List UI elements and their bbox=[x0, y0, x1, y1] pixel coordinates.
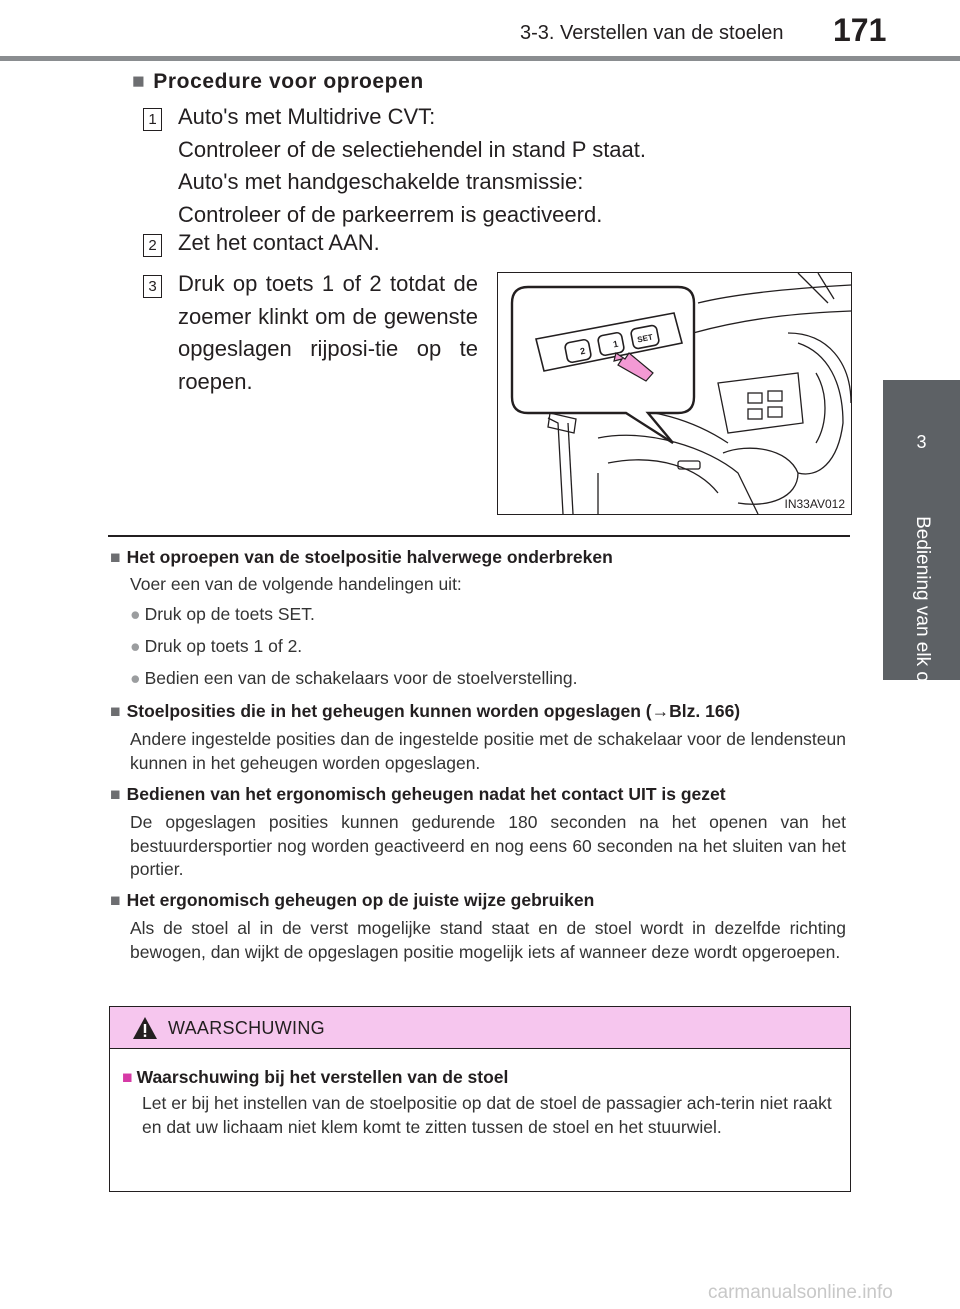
note-3-text: De opgeslagen posities kunnen gedurende 180 seconden na het openen van het bestuurdersportier nog worden geactiveerd en nog eens 60 seconden na het sluiten van het portier. bbox=[130, 812, 846, 879]
step-1-line: Auto's met handgeschakelde transmissie: bbox=[178, 169, 584, 194]
note-2-text: Andere ingestelde posities dan de ingestelde positie met de schakelaar voor de lendensteun kunnen in het geheugen worden opgeslagen. bbox=[130, 729, 846, 773]
button-label-2: 2 bbox=[579, 345, 587, 357]
square-bullet-icon: ■ bbox=[132, 70, 146, 93]
door-panel-drawing bbox=[498, 273, 851, 514]
chapter-number: 3 bbox=[916, 432, 927, 452]
warning-header bbox=[110, 1007, 850, 1049]
step-2-text: Zet het contact AAN. bbox=[178, 230, 380, 255]
illustration-code: IN33AV012 bbox=[784, 497, 845, 511]
note-4-heading: ■ Het ergonomisch geheugen op de juiste wijze gebruiken bbox=[110, 890, 595, 910]
warning-triangle-icon bbox=[132, 1015, 158, 1041]
button-label-set: SET bbox=[636, 332, 654, 345]
note-1-heading: ■ Het oproepen van de stoelpositie halverwege onderbreken bbox=[110, 547, 613, 567]
note-3-heading: ■ Bedienen van het ergonomisch geheugen nadat het contact UIT is gezet bbox=[110, 784, 726, 804]
chapter-label-wrap bbox=[883, 486, 960, 786]
step-number-3: 3 bbox=[143, 275, 162, 298]
step-3-text: Druk op toets 1 of 2 totdat de zoemer klinkt om de gewenste opgeslagen rijposi-tie op te roepen. bbox=[178, 271, 478, 394]
warning-heading: ■ Waarschuwing bij het verstellen van de stoel bbox=[122, 1067, 509, 1087]
section-divider bbox=[108, 535, 850, 537]
note-1-bullet: ● Druk op toets 1 of 2. bbox=[130, 636, 303, 656]
circle-bullet-icon: ● bbox=[130, 668, 141, 688]
step-1-text bbox=[178, 101, 646, 231]
section-title: 3-3. Verstellen van de stoelen bbox=[520, 22, 784, 44]
chapter-label: Bediening van elk onderdeel bbox=[911, 516, 933, 756]
note-1-text: Voer een van de volgende handelingen uit: bbox=[130, 574, 462, 594]
warning-title: WAARSCHUWING bbox=[168, 1018, 325, 1038]
square-bullet-icon: ■ bbox=[110, 701, 121, 721]
button-label-1: 1 bbox=[612, 338, 620, 350]
square-bullet-icon: ■ bbox=[110, 890, 121, 910]
step-1-line: Controleer of de parkeerrem is geactiveerd. bbox=[178, 201, 603, 227]
procedure-heading: ■ Procedure voor oproepen bbox=[132, 70, 424, 93]
step-1-line: Auto's met Multidrive CVT: bbox=[178, 104, 436, 129]
page-number: 171 bbox=[833, 12, 887, 48]
note-2-heading: ■ Stoelposities die in het geheugen kunnen worden opgeslagen (→Blz. 166) bbox=[110, 701, 741, 721]
circle-bullet-icon: ● bbox=[130, 604, 141, 624]
square-bullet-icon: ■ bbox=[110, 547, 121, 567]
note-1-bullet: ● Druk op de toets SET. bbox=[130, 604, 315, 624]
warning-text: Let er bij het instellen van de stoelpositie op dat de stoel de passagier ach-terin niet raakt en dat uw lichaam niet klem komt te zitten tussen de stoel en het stuurwiel. bbox=[142, 1093, 832, 1137]
memory-buttons-illustration bbox=[497, 272, 852, 515]
header-rule bbox=[0, 56, 960, 61]
circle-bullet-icon: ● bbox=[130, 636, 141, 656]
warning-box bbox=[109, 1006, 851, 1192]
step-number-2: 2 bbox=[143, 234, 162, 257]
step-number-1: 1 bbox=[143, 108, 162, 131]
note-1-bullet: ● Bedien een van de schakelaars voor de stoelverstelling. bbox=[130, 668, 578, 688]
square-bullet-icon: ■ bbox=[122, 1067, 133, 1087]
watermark: carmanualsonline.info bbox=[708, 1282, 893, 1303]
step-1-line: Controleer of de selectiehendel in stand P staat. bbox=[178, 136, 647, 162]
square-bullet-icon: ■ bbox=[110, 784, 121, 804]
note-4-text: Als de stoel al in de verst mogelijke stand staat en de stoel wordt in dezelfde richting bewogen, dan wijkt de opgeslagen positie mogelijk iets af wanneer deze wordt opgeroepen. bbox=[130, 918, 846, 962]
